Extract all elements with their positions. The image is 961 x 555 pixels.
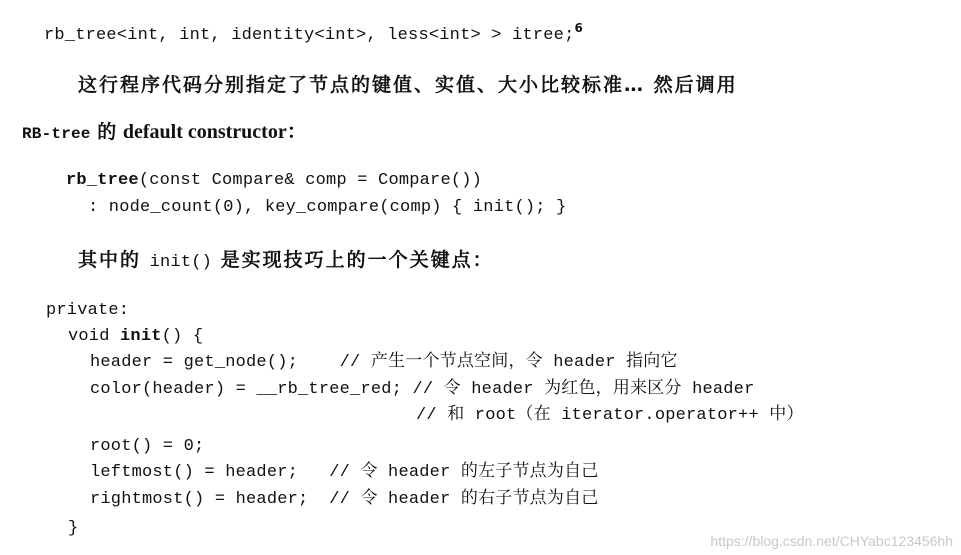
code-func-name: init [120, 327, 162, 346]
code-line-2 [90, 381, 754, 398]
code-line-5-comment: // 令 header 的左子节点为自己 [329, 463, 599, 482]
heading-cjk: 的 [90, 121, 123, 143]
paragraph-2 [78, 251, 494, 271]
code-line-6-code: rightmost() = header; [90, 490, 330, 509]
para2-suffix: 是实现技巧上的一个关键点： [212, 249, 494, 271]
para2-prefix: 其中的 [78, 249, 150, 271]
code-line-6-comment: // 令 header 的右子节点为自己 [329, 490, 599, 509]
section-heading [22, 122, 307, 142]
code-line-5-code: leftmost() = header; [90, 463, 330, 482]
ctor-name: rb_tree [66, 171, 139, 190]
tree-declaration [44, 22, 583, 44]
paragraph-1: 这行程序代码分别指定了节点的键值、实值、大小比较标准… 然后调用 [78, 74, 738, 96]
code-close-brace: } [68, 519, 79, 538]
code-line-2-comment: // 令 header 为红色，用来区分 header [412, 380, 755, 399]
code-line-1-code: header = get_node(); [90, 353, 340, 372]
code-line-3-comment: // 和 root（在 iterator.operator++ 中） [416, 406, 804, 425]
code-line-1-comment: // 产生一个节点空间，令 header 指向它 [339, 353, 678, 372]
heading-text: default constructor： [122, 121, 307, 143]
code-func-decl [68, 328, 203, 345]
ctor-signature [66, 172, 482, 189]
ctor-init-list: : node_count(0), key_compare(comp) { init(); } [88, 198, 567, 217]
code-void: void [68, 327, 121, 346]
code-line-5 [90, 464, 598, 481]
code-func-rest: () { [161, 327, 204, 346]
heading-code: RB-tree [22, 125, 91, 143]
code-line-6 [90, 491, 598, 508]
para2-code: init() [149, 253, 213, 272]
watermark: https://blog.csdn.net/CHYabc123456hh [710, 533, 953, 549]
declaration-code: rb_tree<int, int, identity<int>, less<int> > itree; [44, 26, 575, 45]
code-line-4: root() = 0; [90, 437, 205, 456]
code-line-2-code: color(header) = __rb_tree_red; [90, 380, 413, 399]
code-line-1 [90, 354, 678, 371]
footnote-marker: 6 [574, 21, 584, 35]
ctor-params: (const Compare& comp = Compare()) [138, 171, 483, 190]
code-private: private: [46, 301, 130, 320]
